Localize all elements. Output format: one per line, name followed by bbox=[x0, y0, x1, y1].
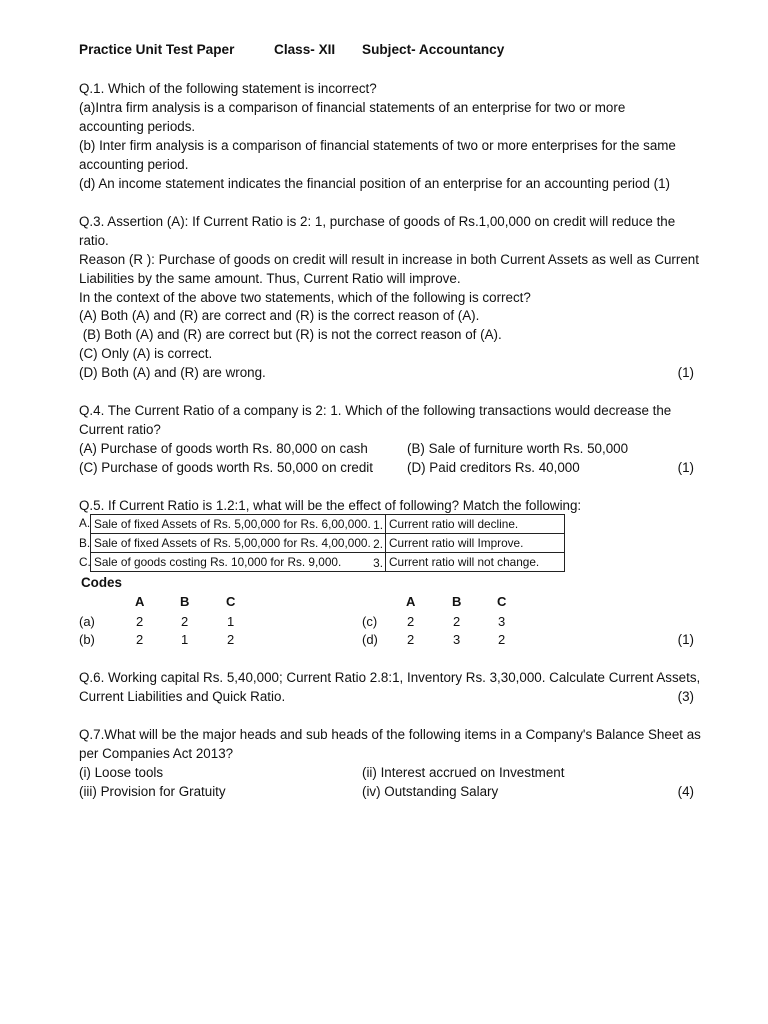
q6-line: Q.6. Working capital Rs. 5,40,000; Current Ratio 2.8:1, Inventory Rs. 3,30,000. Calculate Current Assets, bbox=[79, 670, 701, 685]
q4-option-c: (C) Purchase of goods worth Rs. 50,000 on credit bbox=[79, 460, 373, 475]
table-row bbox=[91, 553, 565, 572]
q6-line: Current Liabilities and Quick Ratio. bbox=[79, 689, 286, 704]
q3-line: (A) Both (A) and (R) are correct and (R) is the correct reason of (A). bbox=[79, 308, 480, 323]
q1-line: accounting periods. bbox=[79, 119, 196, 134]
q1-line: (b) Inter firm analysis is a comparison of financial statements of two or more enterprises for the same bbox=[79, 138, 676, 153]
code-col-header: A bbox=[135, 594, 145, 609]
code-value: 2 bbox=[407, 614, 415, 629]
match-number: 2. bbox=[373, 537, 383, 551]
match-right-cell: Current ratio will decline. bbox=[386, 515, 565, 534]
q4-line: Q.4. The Current Ratio of a company is 2: 1. Which of the following transactions would decrease the bbox=[79, 403, 672, 418]
match-row-letter: A. bbox=[79, 516, 91, 530]
match-left-text: Sale of fixed Assets of Rs. 5,00,000 for Rs. 6,00,000. bbox=[94, 517, 371, 531]
q3-line: (C) Only (A) is correct. bbox=[79, 346, 213, 361]
code-value: 2 bbox=[136, 632, 144, 647]
match-left-text: Sale of goods costing Rs. 10,000 for Rs. 9,000. bbox=[94, 555, 342, 569]
q1-line: accounting period. bbox=[79, 157, 189, 172]
table-row bbox=[91, 515, 565, 534]
code-value: 1 bbox=[181, 632, 189, 647]
q3-line: In the context of the above two statements, which of the following is correct? bbox=[79, 290, 531, 305]
subject-label: Subject- Accountancy bbox=[362, 42, 505, 57]
q3-line: (B) Both (A) and (R) are correct but (R) is not the correct reason of (A). bbox=[79, 327, 502, 342]
match-left-cell bbox=[91, 534, 386, 553]
q3-line: ratio. bbox=[79, 233, 109, 248]
code-value: 3 bbox=[453, 632, 461, 647]
q4-marks: (1) bbox=[677, 460, 694, 475]
code-value: 3 bbox=[498, 614, 506, 629]
q4-option-a: (A) Purchase of goods worth Rs. 80,000 on cash bbox=[79, 441, 368, 456]
q7-marks: (4) bbox=[677, 784, 694, 799]
match-right-cell: Current ratio will not change. bbox=[386, 553, 565, 572]
code-value: 2 bbox=[181, 614, 189, 629]
match-row-letter: B. bbox=[79, 536, 91, 550]
code-option-label: (a) bbox=[79, 614, 95, 629]
match-row-letter: C. bbox=[79, 555, 91, 569]
q4-option-d: (D) Paid creditors Rs. 40,000 bbox=[407, 460, 580, 475]
code-value: 2 bbox=[136, 614, 144, 629]
q4-option-b: (B) Sale of furniture worth Rs. 50,000 bbox=[407, 441, 629, 456]
q3-line: Q.3. Assertion (A): If Current Ratio is 2: 1, purchase of goods of Rs.1,00,000 on credit will reduce the bbox=[79, 214, 676, 229]
q7-item-iv: (iv) Outstanding Salary bbox=[362, 784, 499, 799]
code-col-header: B bbox=[180, 594, 190, 609]
q7-item-iii: (iii) Provision for Gratuity bbox=[79, 784, 226, 799]
q7-line: per Companies Act 2013? bbox=[79, 746, 234, 761]
paper-title: Practice Unit Test Paper bbox=[79, 42, 235, 57]
q3-marks: (1) bbox=[677, 365, 694, 380]
match-right-cell: Current ratio will Improve. bbox=[386, 534, 565, 553]
code-option-label: (d) bbox=[362, 632, 378, 647]
code-col-header: B bbox=[452, 594, 462, 609]
match-number: 3. bbox=[373, 556, 383, 570]
match-number: 1. bbox=[373, 518, 383, 532]
q4-line: Current ratio? bbox=[79, 422, 161, 437]
code-col-header: C bbox=[226, 594, 236, 609]
code-value: 2 bbox=[407, 632, 415, 647]
match-table bbox=[90, 514, 565, 572]
q5-question: Q.5. If Current Ratio is 1.2:1, what will be the effect of following? Match the following: bbox=[79, 498, 582, 513]
q7-item-ii: (ii) Interest accrued on Investment bbox=[362, 765, 565, 780]
codes-label: Codes bbox=[81, 575, 122, 590]
class-label: Class- XII bbox=[274, 42, 336, 57]
q1-line: (a)Intra firm analysis is a comparison of financial statements of an enterprise for two or more bbox=[79, 100, 626, 115]
code-value: 1 bbox=[227, 614, 235, 629]
q1-line: Q.1. Which of the following statement is incorrect? bbox=[79, 81, 377, 96]
q6-marks: (3) bbox=[677, 689, 694, 704]
code-option-label: (b) bbox=[79, 632, 95, 647]
q7-line: Q.7.What will be the major heads and sub heads of the following items in a Company's Balance Sheet as bbox=[79, 727, 701, 742]
q3-line: Liabilities by the same amount. Thus, Current Ratio will improve. bbox=[79, 271, 461, 286]
q3-line: Reason (R ): Purchase of goods on credit will result in increase in both Current Assets as well as Current bbox=[79, 252, 699, 267]
match-left-cell bbox=[91, 515, 386, 534]
code-value: 2 bbox=[227, 632, 235, 647]
match-left-cell bbox=[91, 553, 386, 572]
code-value: 2 bbox=[453, 614, 461, 629]
match-left-text: Sale of fixed Assets of Rs. 5,00,000 for Rs. 4,00,000. bbox=[94, 536, 371, 550]
table-row bbox=[91, 534, 565, 553]
q7-item-i: (i) Loose tools bbox=[79, 765, 164, 780]
q5-marks: (1) bbox=[677, 632, 694, 647]
code-col-header: A bbox=[406, 594, 416, 609]
code-option-label: (c) bbox=[362, 614, 378, 629]
code-value: 2 bbox=[498, 632, 506, 647]
q1-line: (d) An income statement indicates the financial position of an enterprise for an accounting period (1) bbox=[79, 176, 671, 191]
code-col-header: C bbox=[497, 594, 507, 609]
q3-line: (D) Both (A) and (R) are wrong. bbox=[79, 365, 266, 380]
